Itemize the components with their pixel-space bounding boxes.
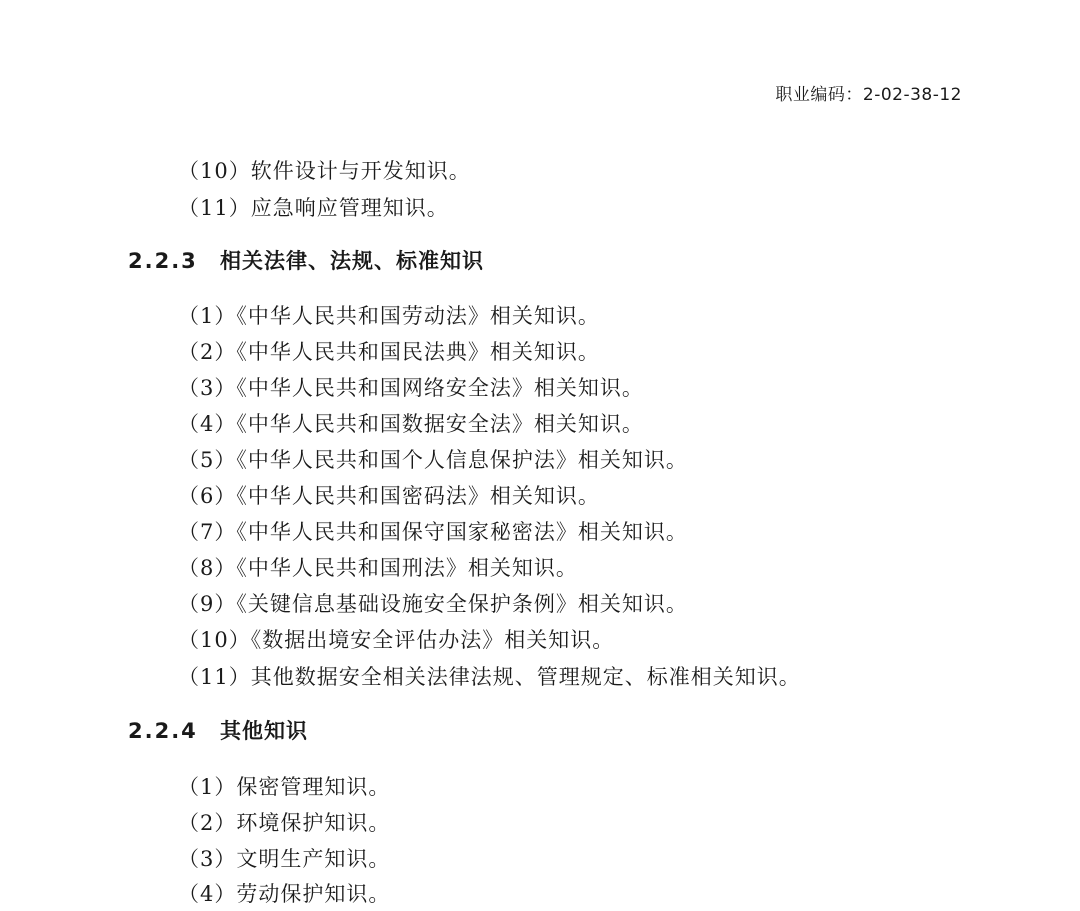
list-item: （5）《中华人民共和国个人信息保护法》相关知识。 [178,448,688,472]
list-item: （4）《中华人民共和国数据安全法》相关知识。 [178,412,644,436]
occupation-code: 职业编码：2-02-38-12 [775,85,962,105]
section-title: 相关法律、法规、标准知识 [220,249,484,273]
list-item: （3）《中华人民共和国网络安全法》相关知识。 [178,376,644,400]
list-item: （6）《中华人民共和国密码法》相关知识。 [178,484,600,508]
list-item: （7）《中华人民共和国保守国家秘密法》相关知识。 [178,520,688,544]
list-item: （8）《中华人民共和国刑法》相关知识。 [178,556,578,580]
section-heading-2-2-4 [128,717,308,745]
list-item: （3）文明生产知识。 [178,847,391,871]
list-item: （1）《中华人民共和国劳动法》相关知识。 [178,304,600,328]
list-item: （2）环境保护知识。 [178,811,391,835]
list-item: （4）劳动保护知识。 [178,882,391,906]
list-item: （2）《中华人民共和国民法典》相关知识。 [178,340,600,364]
list-item: （10）《数据出境安全评估办法》相关知识。 [178,628,615,652]
list-item: （11）其他数据安全相关法律法规、管理规定、标准相关知识。 [178,665,801,689]
section-number: 2.2.3 [128,249,198,273]
list-item: （11）应急响应管理知识。 [178,196,449,220]
list-item: （1）保密管理知识。 [178,775,391,799]
section-heading-2-2-3 [128,247,484,275]
list-item: （10）软件设计与开发知识。 [178,159,471,183]
section-title: 其他知识 [220,719,308,743]
section-number: 2.2.4 [128,719,198,743]
list-item: （9）《关键信息基础设施安全保护条例》相关知识。 [178,592,688,616]
